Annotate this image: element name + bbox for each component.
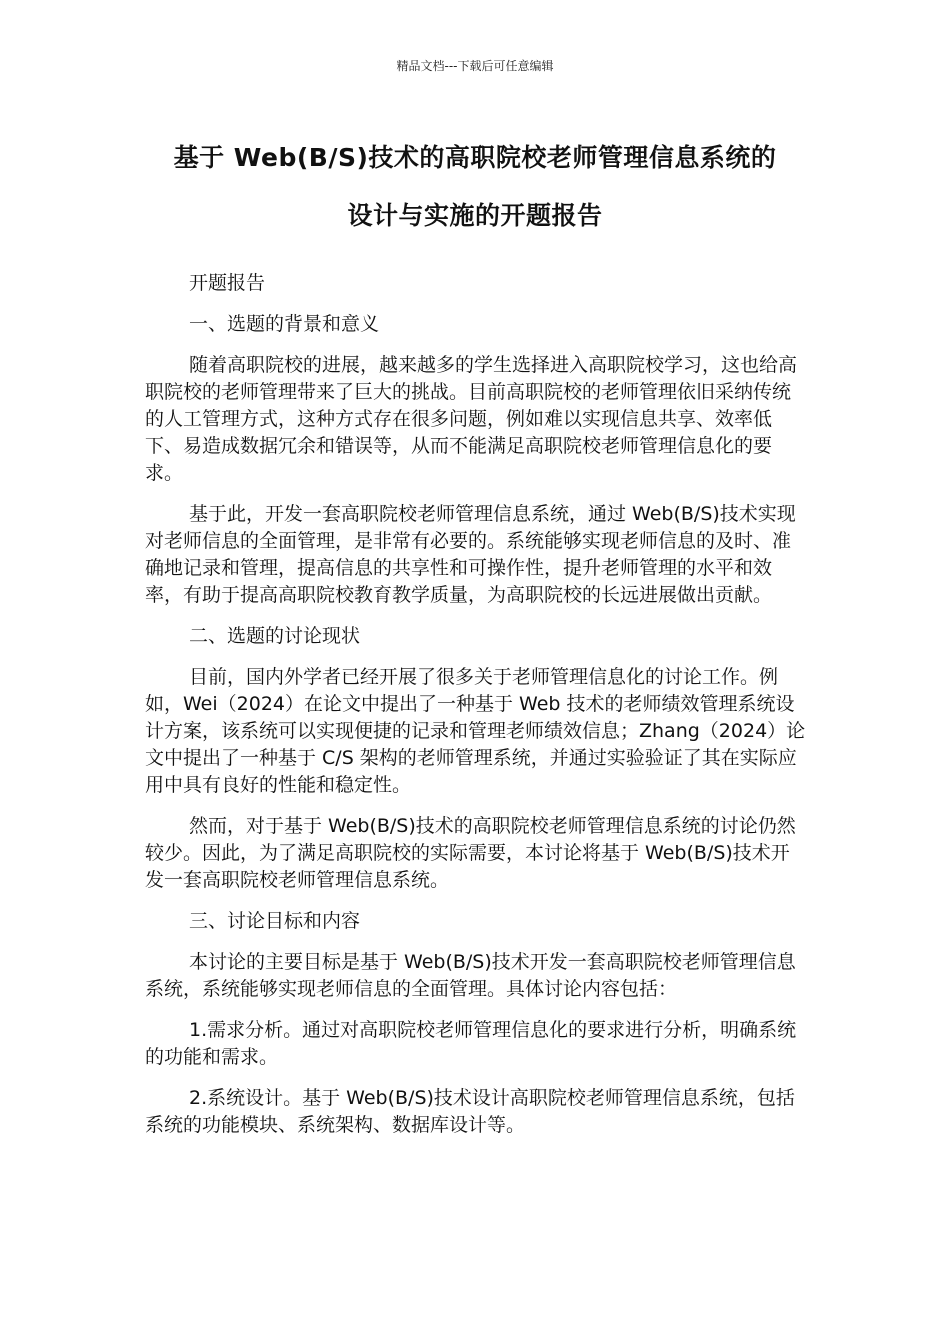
- paragraph: 然而，对于基于 Web(B/S)技术的高职院校老师管理信息系统的讨论仍然较少。因此，为了满足高职院校的实际需要，本讨论将基于 Web(B/S)技术开发一套高职院校老师管理信息系统。: [145, 815, 796, 891]
- paragraph: 目前，国内外学者已经开展了很多关于老师管理信息化的讨论工作。例如，Wei（2024）在论文中提出了一种基于 Web 技术的老师绩效管理系统设计方案，该系统可以实现便捷的记录和管理老师绩效信息；Zhang（2024）论文中提出了一种基于 C/S 架构的老师管理系统，并通过实验验证了其在实际应用中具有良好的性能和稳定性。: [145, 666, 806, 796]
- header-note: 精品文档---下载后可任意编辑: [396, 59, 554, 73]
- list-item: 2.系统设计。基于 Web(B/S)技术设计高职院校老师管理信息系统，包括系统的功能模块、系统架构、数据库设计等。: [145, 1087, 795, 1136]
- paragraph: 基于此，开发一套高职院校老师管理信息系统，通过 Web(B/S)技术实现对老师信息的全面管理，是非常有必要的。系统能够实现老师信息的及时、准确地记录和管理，提高信息的共享性和可操作性，提升老师管理的水平和效率，有助于提高高职院校教育教学质量，为高职院校的长远进展做出贡献。: [145, 503, 796, 606]
- paragraph: 本讨论的主要目标是基于 Web(B/S)技术开发一套高职院校老师管理信息系统，系统能够实现老师信息的全面管理。具体讨论内容包括：: [145, 951, 796, 1000]
- section-label: 开题报告: [189, 272, 266, 294]
- document-body: [145, 270, 807, 1153]
- paragraph: 随着高职院校的进展，越来越多的学生选择进入高职院校学习，这也给高职院校的老师管理带来了巨大的挑战。目前高职院校的老师管理依旧采纳传统的人工管理方式，这种方式存在很多问题，例如难以实现信息共享、效率低下、易造成数据冗余和错误等，从而不能满足高职院校老师管理信息化的要求。: [145, 354, 798, 484]
- list-item: 1.需求分析。通过对高职院校老师管理信息化的要求进行分析，明确系统的功能和需求。: [145, 1019, 797, 1068]
- section-heading: 一、选题的背景和意义: [189, 313, 380, 335]
- document-title-line-2: 设计与实施的开题报告: [347, 201, 603, 230]
- section-heading: 二、选题的讨论现状: [189, 625, 361, 647]
- section-heading: 三、讨论目标和内容: [189, 910, 361, 932]
- document-title-line-1: 基于 Web(B/S)技术的高职院校老师管理信息系统的: [173, 143, 777, 172]
